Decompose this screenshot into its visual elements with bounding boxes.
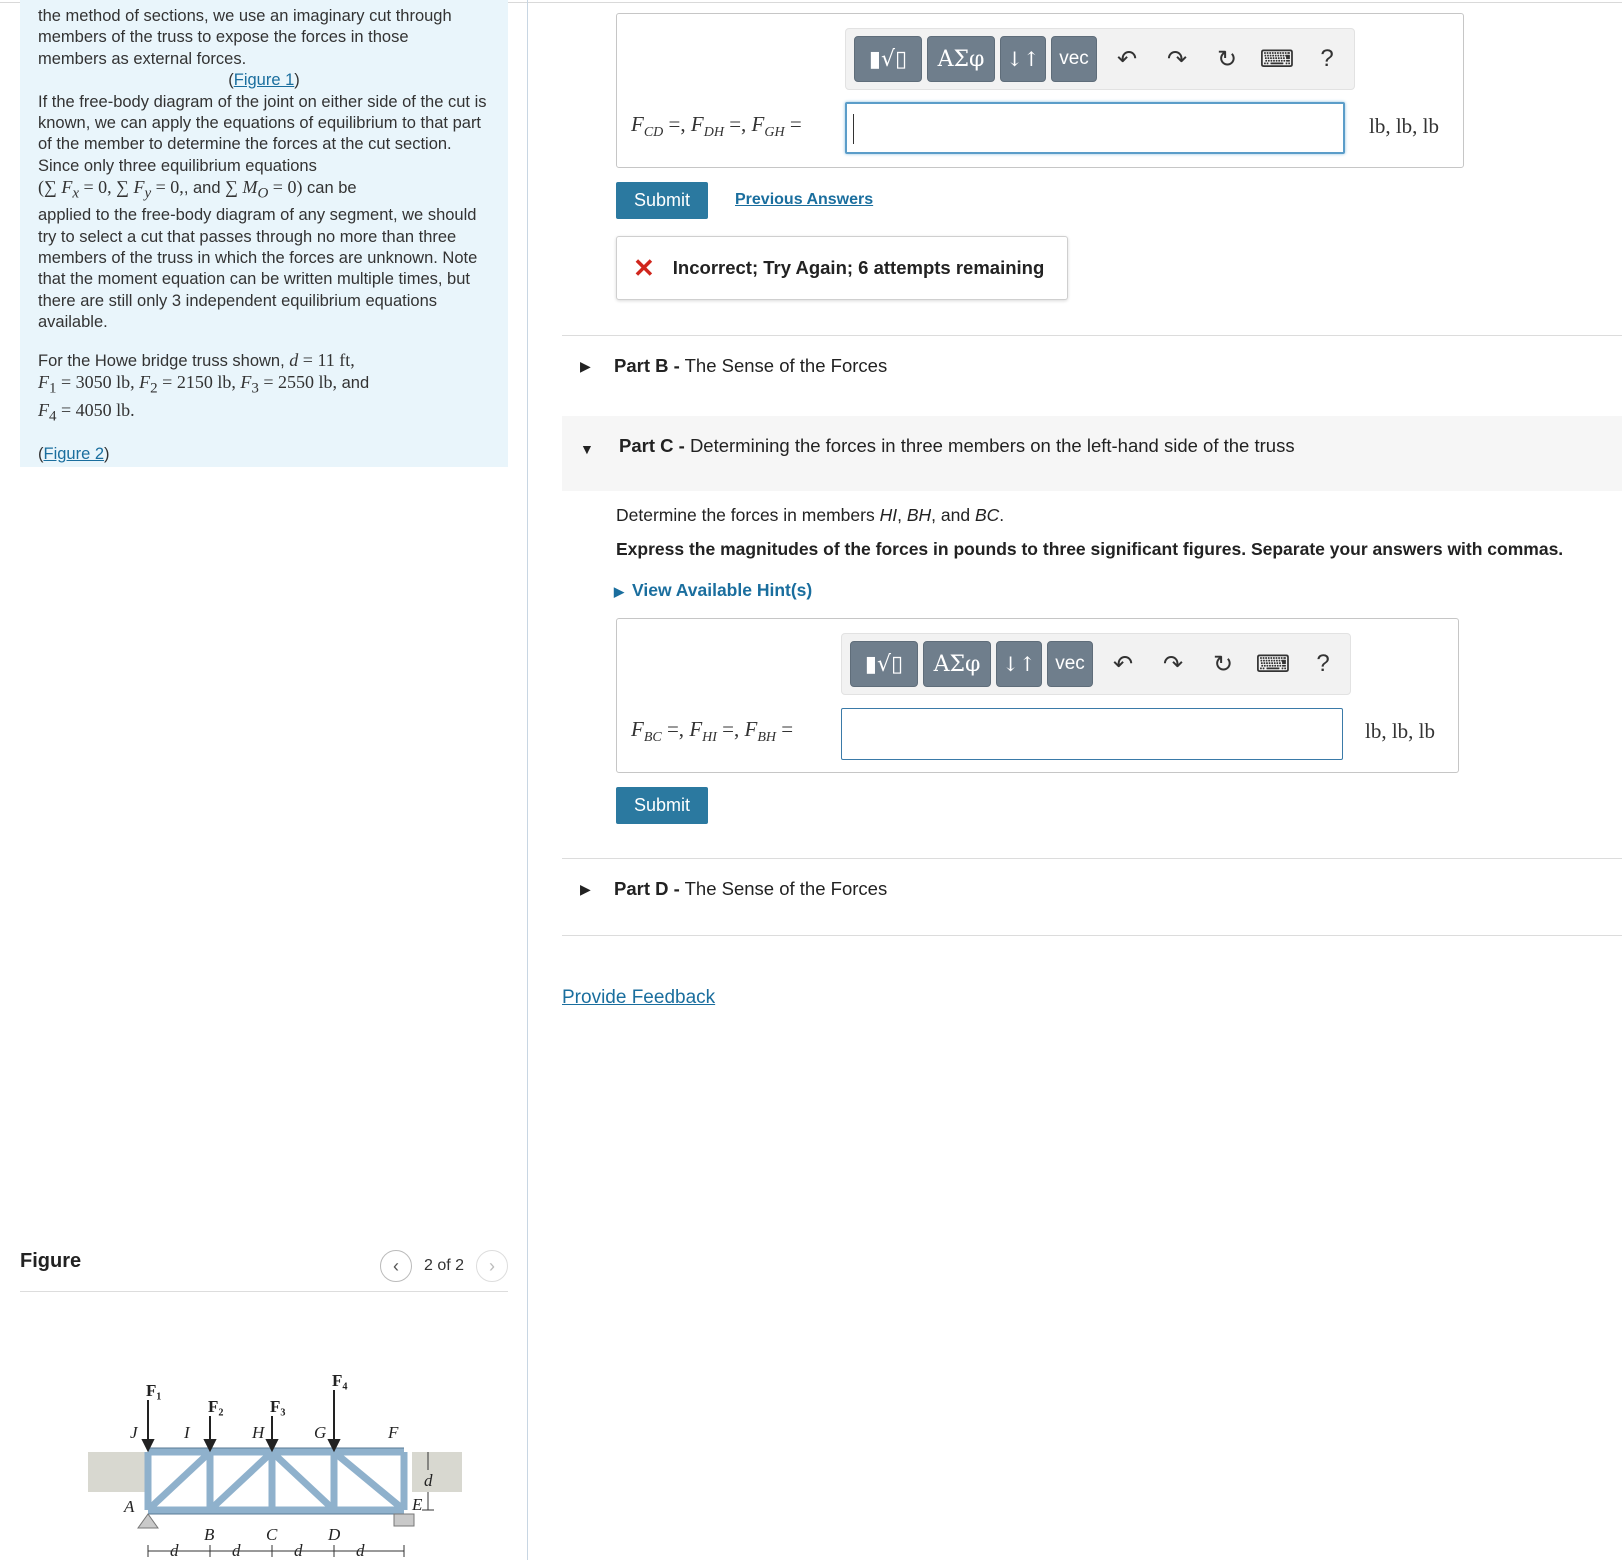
view-hints-link[interactable] [614, 580, 812, 601]
label-f2: F₂ [208, 1397, 224, 1416]
roller-support [394, 1514, 414, 1526]
d-value: 11 ft [317, 349, 351, 370]
caret-right-icon: ▶ [614, 584, 624, 599]
part-b-label: Part B - [614, 355, 680, 376]
part-a-answer-input[interactable] [845, 102, 1345, 154]
truss-members [148, 1452, 404, 1510]
divider [562, 935, 1622, 936]
chevron-left-icon[interactable]: ‹ [380, 1250, 412, 1282]
question-text: Determine the forces in members [616, 505, 875, 525]
caret-right-icon: ▶ [580, 881, 591, 897]
keyboard-icon[interactable]: ⌨ [1255, 650, 1291, 678]
can-be: can be [307, 179, 357, 198]
part-b-title: The Sense of the Forces [684, 355, 888, 376]
problem-text: For the Howe bridge truss shown, [38, 351, 285, 370]
undo-icon[interactable]: ↶ [1116, 45, 1138, 73]
part-c-answer-input[interactable] [841, 708, 1343, 760]
part-a-submit-button[interactable]: Submit [616, 182, 708, 219]
label-i: I [184, 1423, 190, 1442]
part-c-answer-box [616, 618, 1459, 773]
member-bh: BH [906, 505, 932, 525]
problem-statement: For the Howe bridge truss shown, d = 11 ft, $F_1 = 3050$ lb, $F_2 = 2150$ lb, $F_3 = 2550$ lb, and $F_4 = 4050$ lb. [38, 349, 370, 425]
part-d-label: Part D - [614, 878, 680, 899]
label-span-d: d [170, 1541, 179, 1560]
figure-title: Figure [20, 1250, 82, 1272]
label-span-d: d [232, 1541, 241, 1560]
left-column [0, 0, 528, 1560]
and-text: and [341, 374, 370, 393]
intro-line: members as external forces. [38, 49, 247, 68]
template-sqrt-button[interactable]: ▮√▯ [850, 641, 918, 687]
part-a-equation-label: $F_{CD}$ =, $F_{DH}$ =, $F_{GH}$ = [631, 112, 802, 141]
caret-right-icon: ▶ [580, 358, 591, 374]
part-a-answer-box [616, 13, 1464, 168]
subscript-button[interactable]: ↓↑ [1000, 36, 1046, 82]
f2-value: 2150 lb [176, 372, 232, 393]
vec-button[interactable]: vec [1047, 641, 1093, 687]
label-g: G [314, 1423, 327, 1442]
label-f3: F₃ [270, 1397, 286, 1416]
hint-text: View Available Hint(s) [632, 580, 813, 600]
reset-icon[interactable]: ↻ [1212, 650, 1234, 678]
subscript-button[interactable]: ↓↑ [996, 641, 1042, 687]
part-c-equation-label: $F_{BC}$ =, $F_{HI}$ =, $F_{BH}$ = [631, 717, 794, 746]
provide-feedback-link[interactable]: Provide Feedback [562, 987, 716, 1008]
incorrect-feedback [616, 236, 1068, 300]
label-j: J [130, 1423, 138, 1442]
label-a: A [124, 1497, 135, 1516]
label-h: H [252, 1423, 265, 1442]
label-f1: F₁ [146, 1381, 162, 1400]
load-arrows [143, 1390, 339, 1450]
part-c-header[interactable] [562, 416, 1622, 491]
part-c-math-toolbar [841, 633, 1351, 695]
label-e: E [412, 1495, 423, 1514]
template-sqrt-button[interactable]: ▮√▯ [854, 36, 922, 82]
close-x-icon: ✕ [633, 252, 655, 283]
previous-answers-link[interactable]: Previous Answers [735, 191, 874, 208]
keyboard-icon[interactable]: ⌨ [1259, 45, 1295, 73]
intro-paragraph: If the free-body diagram of the joint on either side of the cut is known, we can apply the equations of equilibrium to that part of the member to determine the forces at the cut section. Since only three equilibrium equations [38, 92, 487, 175]
intro-line: members of the truss to expose the forces in those [38, 28, 409, 47]
caret-down-icon: ▼ [580, 441, 594, 457]
and-word: , and [183, 179, 221, 198]
reset-icon[interactable]: ↻ [1216, 45, 1238, 73]
part-d-row[interactable] [562, 878, 1622, 908]
part-a-units: lb, lb, lb [1369, 114, 1440, 138]
intro-line: the method of sections, we use an imaginary cut through [38, 7, 452, 25]
part-c-units: lb, lb, lb [1365, 719, 1436, 743]
left-wall [88, 1452, 148, 1492]
label-f: F [388, 1423, 399, 1442]
part-d-title: The Sense of the Forces [684, 878, 888, 899]
part-c-submit-button[interactable]: Submit [616, 787, 708, 824]
equilibrium-equations: (∑ $F_x = 0$, ∑ $F_y = 0$,, and ∑ $M_O = 0$) can be [38, 177, 357, 202]
label-c: C [266, 1525, 278, 1544]
greek-button[interactable]: ΑΣφ [923, 641, 991, 687]
help-icon[interactable]: ? [1320, 45, 1334, 72]
f1-value: 3050 lb [75, 372, 131, 393]
part-c-question: Determine the forces in members HI, BH, and BC. [616, 505, 1005, 525]
label-b: B [204, 1525, 215, 1544]
pager-text: 2 of 2 [423, 1257, 464, 1274]
pin-support [138, 1514, 158, 1528]
part-c-title: Determining the forces in three members on the left-hand side of the truss [689, 435, 1295, 456]
f3-value: 2550 lb [278, 372, 333, 393]
undo-icon[interactable]: ↶ [1112, 650, 1134, 678]
divider [562, 335, 1622, 336]
right-wall [412, 1452, 462, 1492]
intro-paragraph: applied to the free-body diagram of any segment, we should try to select a cut that passes through no more than three members of the truss in which the forces are unknown. Note that the moment equation can be written multiple times, but there are still only 3 independent equilibrium equations available. [38, 206, 478, 332]
figure2-link[interactable]: Figure 2 [43, 445, 105, 464]
member-hi: HI [879, 505, 898, 525]
vec-button[interactable]: vec [1051, 36, 1097, 82]
figure1-ref: (Figure 1) [228, 71, 300, 90]
part-c-instructions: Express the magnitudes of the forces in pounds to three significant figures. Separate your answers with commas. [616, 539, 1564, 559]
figure1-link[interactable]: Figure 1 [233, 71, 295, 90]
redo-icon[interactable]: ↷ [1166, 45, 1188, 73]
label-height-d: d [424, 1471, 433, 1490]
part-a-math-toolbar [845, 28, 1355, 90]
label-d: D [328, 1525, 341, 1544]
f4-value: 4050 lb [75, 400, 131, 421]
truss-diagram [80, 1370, 480, 1560]
greek-button[interactable]: ΑΣφ [927, 36, 995, 82]
help-icon[interactable]: ? [1316, 650, 1330, 677]
feedback-text: Incorrect; Try Again; 6 attempts remaining [672, 257, 1045, 278]
member-bc: BC [974, 505, 1000, 525]
part-c-label: Part C - [619, 435, 685, 456]
redo-icon[interactable]: ↷ [1162, 650, 1184, 678]
figure-pager [380, 1250, 508, 1282]
text-caret [853, 114, 854, 144]
label-span-d: d [294, 1541, 303, 1560]
part-b-row[interactable] [562, 355, 1622, 385]
figure-header [20, 1240, 508, 1292]
label-span-d: d [356, 1541, 365, 1560]
intro-panel [20, 0, 508, 467]
divider [562, 858, 1622, 859]
label-f4: F₄ [332, 1371, 348, 1390]
figure2-ref: (Figure 2) [38, 445, 110, 464]
chevron-right-icon[interactable]: › [476, 1250, 508, 1282]
